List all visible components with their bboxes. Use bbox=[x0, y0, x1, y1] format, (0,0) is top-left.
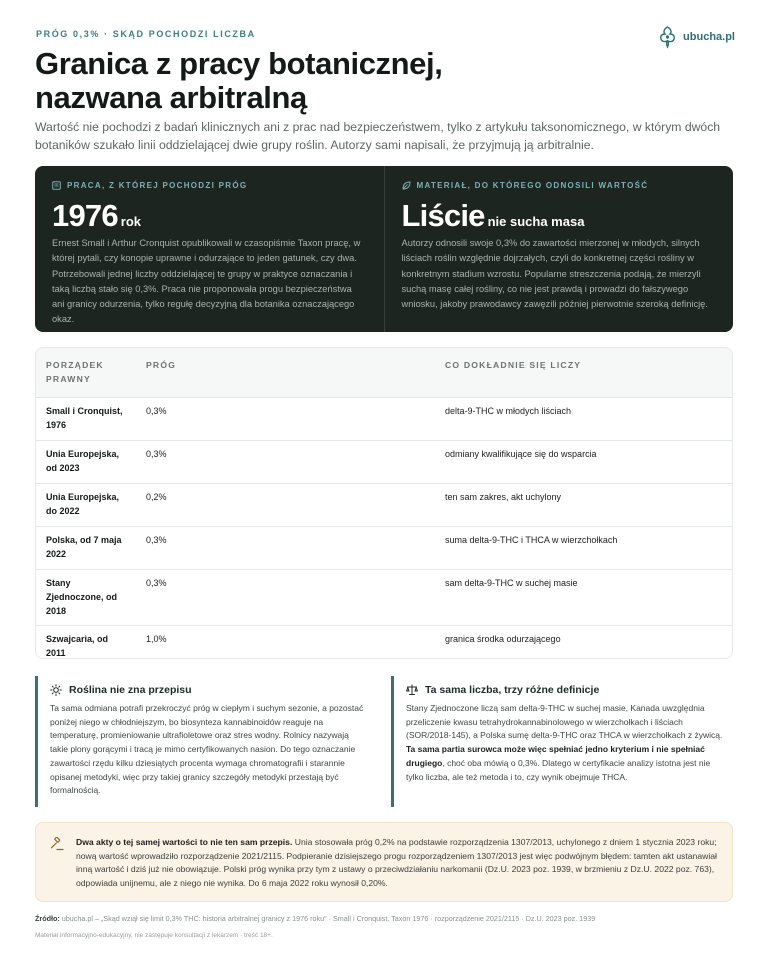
scales-icon bbox=[406, 684, 418, 696]
cell-what: odmiany kwalifikujące się do wsparcia bbox=[435, 440, 732, 483]
cell-threshold: 0,3% bbox=[136, 397, 435, 440]
source-label: Źródło: bbox=[35, 914, 60, 923]
title-line-2: nazwana arbitralną bbox=[35, 80, 307, 115]
cell-order: Stany Zjednoczone, od 2018 bbox=[36, 569, 136, 625]
cell-order: Small i Cronquist, 1976 bbox=[36, 397, 136, 440]
fact-material-text: Autorzy odnosili swoje 0,3% do zawartości mierzonej w młodych, silnych liściach roślin względnie dojrzałych, czyli do konkretnej części rośliny w konkretnym stadium wzrostu. Popularne streszczenia podają, że mierzyli suchą masę całej rośliny, co nie jest prawdą i prowadzi do fałszywego wniosku, jakoby prawodawcy zawęzili później pierwotnie szeroką definicję. bbox=[401, 238, 708, 310]
cell-order: Unia Europejska, od 2023 bbox=[36, 440, 136, 483]
cell-threshold: 0,3% bbox=[136, 440, 435, 483]
fact-origin-unit: rok bbox=[120, 214, 141, 229]
fact-material bbox=[384, 166, 734, 332]
leaf-icon bbox=[402, 181, 411, 190]
thresholds-table bbox=[35, 347, 733, 659]
callout-definitions-emphasis: Ta sama partia surowca może więc spełniać jedno kryterium i nie spełniać drugiego bbox=[406, 744, 705, 768]
callout-plant-text: Ta sama odmiana potrafi przekroczyć próg w ciepłym i suchym sezonie, a pozostać poniżej niego w chłodniejszym, bo biosynteza kannabinoidów reaguje na temperaturę, promieniowanie ultrafioletowe oraz stres wodny. Rolnicy nazywają takie plony gorącymi i tracą je mimo certyfikowanych nasion. Do tego oznaczanie zawartości rzędu kilku dziesiątych procenta wymaga chromatografii i starannie opisanej metodyki, więc przy takiej granicy szczegóły metodyki przestają być formalnością. bbox=[50, 703, 364, 796]
table-row bbox=[36, 526, 732, 569]
fact-origin bbox=[35, 166, 384, 332]
warning-title: Dwa akty o tej samej wartości to nie ten sam przepis. bbox=[76, 837, 293, 847]
fact-origin-value: 1976 bbox=[52, 198, 118, 233]
table-row bbox=[36, 397, 732, 440]
brand-name: ubucha.pl bbox=[683, 31, 735, 43]
source-text: ubucha.pl – „Skąd wziął się limit 0,3% THC: historia arbitralnej granicy z 1976 roku" · Small i Cronquist, Taxon 1976 · rozporządzenie 2021/2115 · Dz.U. 2023 poz. 1939 bbox=[59, 914, 596, 923]
logo-icon bbox=[658, 25, 677, 49]
cell-threshold: 0,3% bbox=[136, 569, 435, 625]
cell-order: Szwajcaria, od 2011 bbox=[46, 633, 109, 658]
cell-what: granica środka odurzającego bbox=[445, 633, 561, 644]
dark-facts-panel bbox=[35, 166, 733, 332]
cell-order: Polska, od 7 maja 2022 bbox=[36, 526, 136, 569]
col-header-what: CO DOKŁADNIE SIĘ LICZY bbox=[435, 348, 732, 397]
title-line-1: Granica z pracy botanicznej, bbox=[35, 46, 443, 81]
brand-link[interactable] bbox=[658, 25, 735, 49]
source-line bbox=[35, 914, 595, 923]
table-header-row bbox=[36, 348, 732, 397]
fact-material-label: MATERIAŁ, DO KTÓREGO ODNOSILI WARTOŚĆ bbox=[416, 181, 649, 190]
cell-what: suma delta-9-THC i THCA w wierzchołkach bbox=[435, 526, 732, 569]
gavel-icon bbox=[50, 837, 64, 851]
callout-definitions-title: Ta sama liczba, trzy różne definicje bbox=[425, 684, 600, 696]
sun-icon bbox=[50, 684, 62, 696]
book-icon bbox=[52, 181, 61, 190]
cell-what: delta-9-THC w młodych liściach bbox=[435, 397, 732, 440]
table-row bbox=[36, 625, 732, 659]
fact-material-unit: nie sucha masa bbox=[487, 214, 585, 229]
fact-origin-text: Ernest Small i Arthur Cronquist opublikowali w czasopiśmie Taxon pracę, w której pytali, czy konopie uprawne i odurzające to jeden gatunek, czy dwa. Potrzebowali jednej liczby oddzielającej te grupy w praktyce oznaczania i taką liczbą stało się 0,3%. Praca nie proponowała progu bezpieczeństwa ani granicy odurzenia, tylko regułę decyzyjną dla botanika oznaczającego okaz. bbox=[52, 238, 361, 325]
cell-threshold: 0,3% bbox=[136, 526, 435, 569]
cell-threshold: 1,0% bbox=[146, 633, 167, 644]
cell-order: Unia Europejska, do 2022 bbox=[36, 483, 136, 526]
callout-definitions bbox=[391, 676, 733, 807]
table-row bbox=[36, 440, 732, 483]
table-row bbox=[36, 569, 732, 625]
warning-box bbox=[35, 822, 733, 902]
cell-what: sam delta-9-THC w suchej masie bbox=[435, 569, 732, 625]
col-header-threshold: PRÓG bbox=[136, 348, 435, 397]
eyebrow: PRÓG 0,3% · SKĄD POCHODZI LICZBA bbox=[36, 29, 256, 39]
warning-text: Dwa akty o tej samej wartości to nie ten sam przepis. Unia stosowała próg 0,2% na podstawie rozporządzenia 1307/2013, uchylonego z dniem 1 stycznia 2023 roku; nową wartość wprowadziło rozporządzenie 2021/2115. Podpieranie dzisiejszego progu rozporządzeniem 1307/2013 jest więc podwójnym błędem: tamten akt ustanawiał inną wartość i dziś już nie obowiązuje. Polski próg wynika przy tym z ustawy o przeciwdziałaniu narkomanii (Dz.U. 2023 poz. 1939, w brzmieniu z Dz.U. 2022 poz. 763), odpowiada unijnemu, ale z niego nie wynika. Do 6 maja 2022 roku wynosił 0,20%. bbox=[76, 837, 717, 888]
callout-plant bbox=[35, 676, 377, 807]
disclaimer: Materiał informacyjno-edukacyjny, nie zastępuje konsultacji z lekarzem · treść 18+. bbox=[35, 932, 273, 939]
table-row bbox=[36, 483, 732, 526]
fact-material-value: Liście bbox=[401, 198, 485, 233]
col-header-order: PORZĄDEK PRAWNY bbox=[36, 348, 136, 397]
cell-threshold: 0,2% bbox=[136, 483, 435, 526]
page-title bbox=[35, 47, 595, 115]
fact-origin-label: PRACA, Z KTÓREJ POCHODZI PRÓG bbox=[67, 181, 248, 190]
callout-plant-title: Roślina nie zna przepisu bbox=[69, 684, 192, 696]
lead-paragraph: Wartość nie pochodzi z badań klinicznych ani z prac nad bezpieczeństwem, tylko z artykułu taksonomicznego, w którym dwóch botaników szukało linii oddzielającej dwie grupy roślin. Autorzy sami napisali, że przyjmują ją arbitralnie. bbox=[35, 120, 721, 152]
cell-what: ten sam zakres, akt uchylony bbox=[435, 483, 732, 526]
callout-definitions-text: Stany Zjednoczone liczą sam delta-9-THC w suchej masie, Kanada uwzględnia przeliczenie kwasu tetrahydrokannabinolowego w wierzchołkach i liściach (SOR/2018-145), a Polska sumę delta-9-THC oraz THCA w wierzchołkach z żywicą. Ta sama partia surowca może więc spełniać jedno kryterium i nie spełniać drugiego, choć oba mówią o 0,3%. Dlatego w certyfikacie analizy istotna jest nie tylko liczba, ale też metoda i to, czy wynik obejmuje THCA. bbox=[406, 703, 723, 782]
